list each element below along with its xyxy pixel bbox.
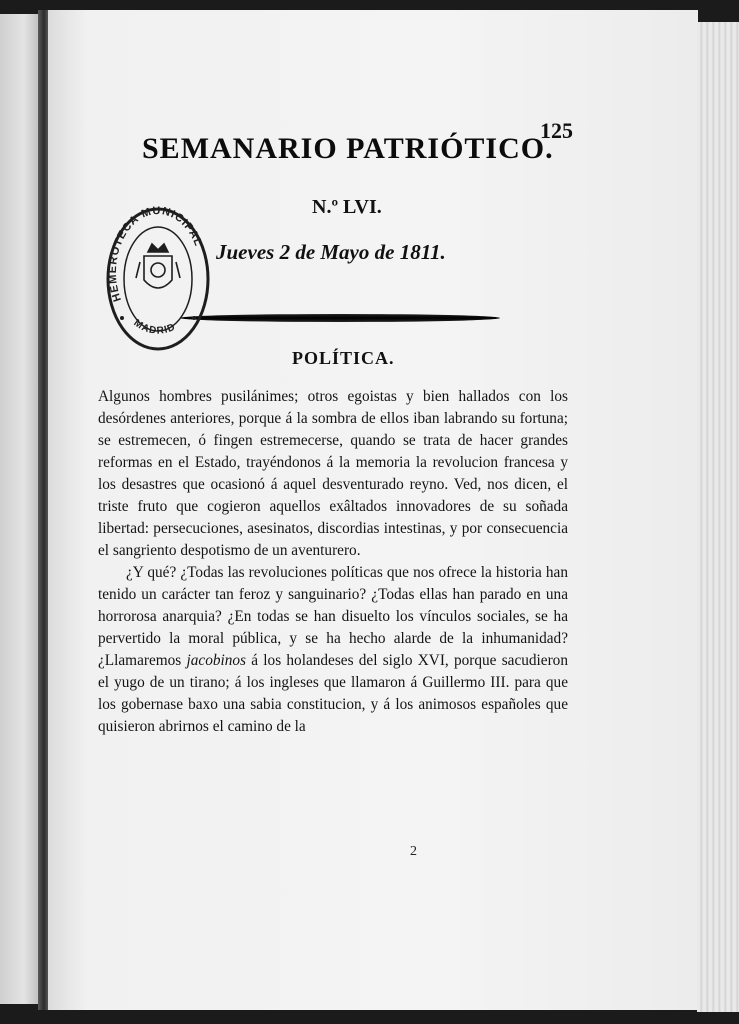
- signature-mark: 2: [410, 844, 417, 859]
- paragraph-1: [98, 386, 568, 562]
- page-stack-edge: [697, 22, 739, 1012]
- header-rule: [180, 314, 500, 322]
- paragraph-2-text-a: ¿Y qué? ¿Todas las revoluciones políticas que nos ofrece la historia han tenido un carácter tan feroz y sanguinario? ¿Todas ellas han parado en una horrorosa anarquia? ¿En todas se han disuelto los vínculos sociales, se ha pervertido la moral pública, y se ha hecho alarde de la inhumanidad? ¿Llamaremos: [98, 564, 568, 669]
- paragraph-1-text: Algunos hombres pusilánimes; otros egoistas y bien hallados con los desórdenes anteriores, porque á la sombra de ellos iban labrando su fortuna; se estremecen, ó fingen estremecerse, quando se trata de hacer grandes reformas en el Estado, trayéndonos á la memoria la revolucion francesa y los desastres que ocasionó á aquel desventurado reyno. Ved, nos dicen, el triste fruto que cogieron aquellos exâltados innovadores de su soñada libertad: persecuciones, asesinatos, discordias intestinas, y por consecuencia el sangriento despotismo de un aventurero.: [98, 388, 568, 559]
- paragraph-2-text-b: á los holandeses del siglo XVI, porque sacudieron el yugo de un tirano; á los ingleses que llamaron á Guillermo III. para que los gobernase baxo una sabia constitucion, y á los animosos españoles que quisieron abrirnos el camino de la: [98, 652, 568, 735]
- stamp-outer-text: HEMEROTECA MUNICIPAL: [106, 206, 205, 304]
- stamp-bottom-text: MADRID: [131, 317, 178, 337]
- paragraph-2-italic-term: jacobinos: [186, 652, 246, 669]
- stamp-inner-ring: [124, 227, 192, 331]
- facing-page-edge: [0, 14, 40, 1004]
- issue-number: N.º LVI.: [312, 196, 382, 218]
- stamp-star-left-icon: [120, 316, 124, 320]
- article-body: [98, 386, 568, 738]
- page-number: 125: [540, 118, 573, 143]
- paragraph-2: [98, 562, 568, 738]
- coat-of-arms-icon: [136, 244, 180, 288]
- section-heading: POLÍTICA.: [292, 348, 395, 368]
- issue-date: Jueves 2 de Mayo de 1811.: [216, 240, 446, 264]
- stamp-star-right-icon: [192, 316, 196, 320]
- journal-title: SEMANARIO PATRIÓTICO.: [142, 132, 554, 165]
- library-stamp-seal: [104, 206, 212, 352]
